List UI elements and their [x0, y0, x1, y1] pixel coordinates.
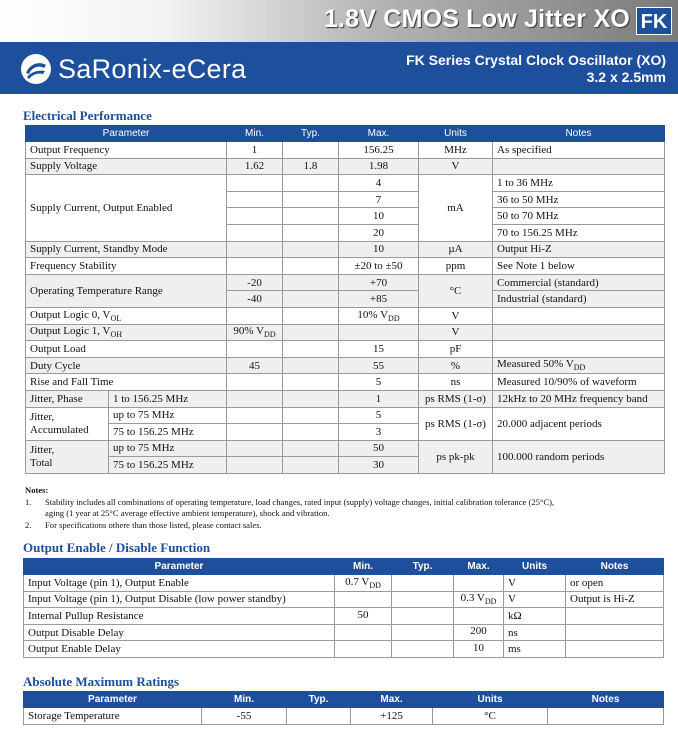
col-parameter: Parameter — [26, 126, 227, 142]
table-row: 75 to 156.25 MHz 30 — [26, 457, 665, 474]
table-row: 10 50 to 70 MHz — [26, 208, 665, 225]
series-line-2: 3.2 x 2.5mm — [586, 69, 666, 85]
table-row: Output Disable Delay 200 ns — [24, 624, 664, 641]
table-row: 75 to 156.25 MHz 3 — [26, 424, 665, 441]
col-max: Max. — [339, 126, 419, 142]
table-row: Output Load 15 pF — [26, 341, 665, 358]
col-typ: Typ. — [283, 126, 339, 142]
note-item: 1. Stability includes all combinations of operating temperature, load changes, rated input (supply) voltage changes, initial calibration tolerance (25°C), — [25, 496, 555, 507]
table-row: Supply Current, Output Enabled 4 mA 1 to 36 MHz — [26, 175, 665, 192]
series-title — [406, 52, 666, 86]
product-title: 1.8V CMOS Low Jitter XO — [323, 5, 630, 33]
table-row: Rise and Fall Time 5 ns Measured 10/90% of waveform — [26, 374, 665, 391]
table-row: 20 70 to 156.25 MHz — [26, 224, 665, 241]
notes-heading: Notes: — [25, 485, 49, 495]
table-row: Duty Cycle 45 55 % Measured 50% $V_{DD}$ — [26, 357, 665, 374]
table-row: Output Frequency 1 156.25 MHz As specified — [26, 142, 665, 159]
table-row: Input Voltage (pin 1), Output Disable (low power standby) 0.3 $V_{DD}$ V Output is Hi-Z — [24, 591, 664, 608]
oe-section-title: Output Enable / Disable Function — [23, 540, 211, 555]
amr-table — [23, 691, 664, 725]
table-row: Supply Current, Standby Mode 10 µA Output Hi-Z — [26, 241, 665, 258]
note-item: 2. For specifications othere than those listed, please contact sales. — [25, 519, 262, 530]
note-item-continued: aging (1 year at 25°C average effective ambient temperature), shock and vibration. — [45, 508, 330, 518]
col-notes: Notes — [493, 126, 665, 142]
table-header-row — [26, 126, 665, 142]
table-row: Internal Pullup Resistance 50 kΩ — [24, 608, 664, 625]
table-row: Jitter, Accumulated up to 75 MHz 5 ps RMS (1-σ) 20.000 adjacent periods — [26, 407, 665, 424]
table-header-row: Parameter Min. Typ. Max. Units Notes — [24, 692, 664, 708]
series-badge: FK — [636, 7, 672, 35]
table-row: Supply Voltage 1.62 1.8 1.98 V — [26, 158, 665, 175]
logo-text: SaRonix-eCera — [58, 53, 247, 84]
oe-table — [23, 558, 664, 658]
table-row: -40 +85 Industrial (standard) — [26, 291, 665, 308]
table-row: Operating Temperature Range -20 +70 °C Commercial (standard) — [26, 274, 665, 291]
table-row: Input Voltage (pin 1), Output Enable 0.7 $V_{DD}$ V or open — [24, 575, 664, 592]
table-row: 7 36 to 50 MHz — [26, 191, 665, 208]
electrical-table — [25, 125, 665, 474]
amr-section-title: Absolute Maximum Ratings — [23, 674, 180, 689]
logo-swoosh-icon — [20, 53, 52, 85]
table-row: Output Enable Delay 10 ms — [24, 641, 664, 658]
table-row: Frequency Stability ±20 to ±50 ppm See Note 1 below — [26, 258, 665, 275]
col-min: Min. — [227, 126, 283, 142]
table-row: Storage Temperature -55 +125 °C — [24, 708, 664, 725]
col-units: Units — [419, 126, 493, 142]
table-header-row: Parameter Min. Typ. Max. Units Notes — [24, 559, 664, 575]
table-row: Output Logic 1, $V_{OH}$ 90% $V_{DD}$ V — [26, 324, 665, 341]
table-row: Jitter, Phase 1 to 156.25 MHz 1 ps RMS (1-σ) 12kHz to 20 MHz frequency band — [26, 390, 665, 407]
notes-block — [25, 485, 554, 531]
electrical-section-title: Electrical Performance — [23, 108, 152, 123]
company-logo — [20, 53, 246, 85]
series-line-1: FK Series Crystal Clock Oscillator (XO) — [406, 52, 666, 68]
table-row: Output Logic 0, $V_{OL}$ 10% $V_{DD}$ V — [26, 307, 665, 324]
table-row: Jitter, Total up to 75 MHz 50 ps pk-pk 100.000 random periods — [26, 440, 665, 457]
